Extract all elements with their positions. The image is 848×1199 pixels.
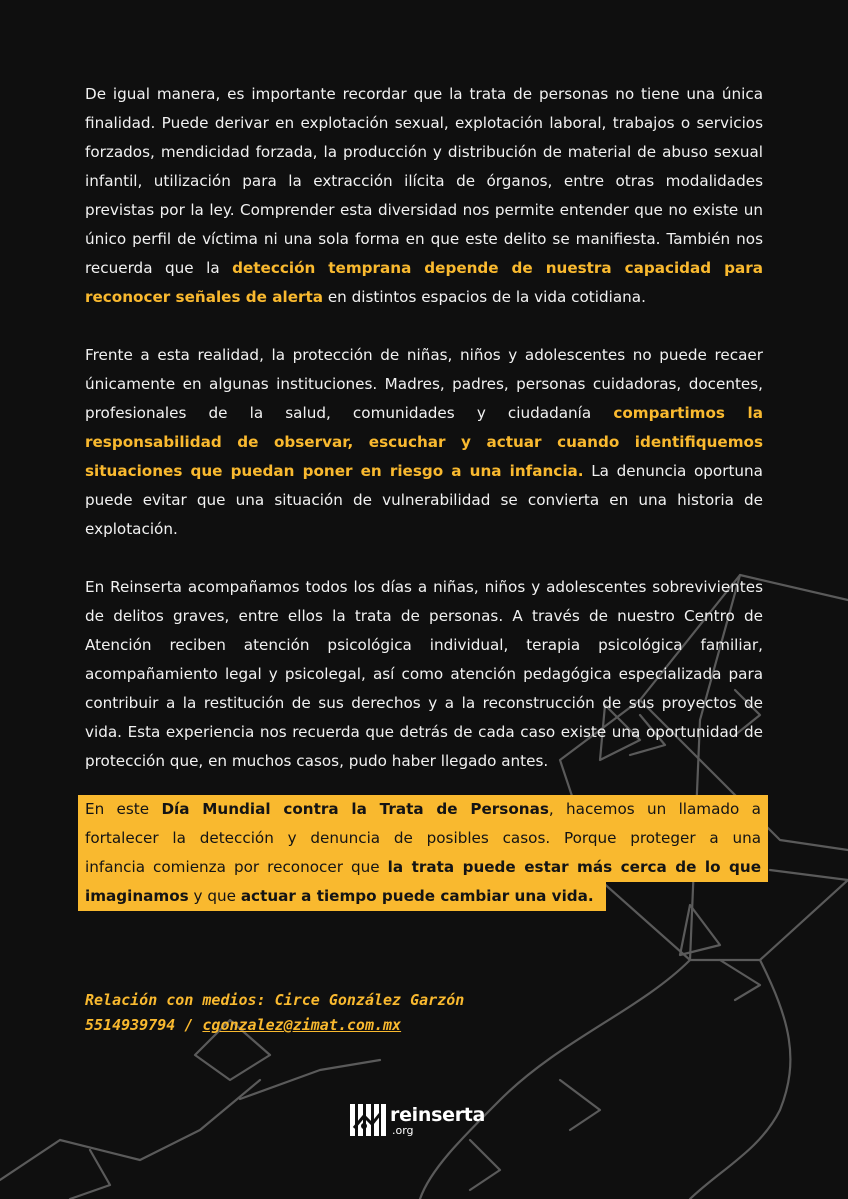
paragraph-2-highlight: compartimos la responsabilidad de observar, escuchar y actuar cuando identifiquemos situaciones que puedan poner en riesgo a una infancia. xyxy=(85,404,763,480)
callout-bold-text: la trata puede estar más cerca de lo que xyxy=(387,858,761,876)
logo-name: reinserta xyxy=(390,1103,486,1126)
media-contact-name: Relación con medios: Circe González Garzón xyxy=(85,991,465,1009)
media-contact-details xyxy=(85,1013,464,1038)
paragraph-3-text: En Reinserta acompañamos todos los días a niñas, niños y adolescentes sobrevivientes de delitos graves, entre ellos la trata de personas. A través de nuestro Centro de Atención reciben atención psicológica individual, terapia psicológica familiar, acompañamiento legal y psicolegal, así como atención pedagógica especializada para contribuir a la restitución de sus derechos y a la reconstrucción de sus proyectos de vida. Esta experiencia nos recuerda que detrás de cada caso existe una oportunidad de protección que, en muchos casos, pudo haber llegado antes. xyxy=(85,578,763,770)
paragraph-1-highlight: detección temprana depende de nuestra capacidad para reconocer señales de alerta xyxy=(85,259,763,306)
article-body xyxy=(85,80,763,911)
callout-line-3 xyxy=(78,853,768,882)
highlight-callout xyxy=(78,795,768,911)
callout-line-4 xyxy=(78,882,606,911)
callout-text: , hacemos un llamado a xyxy=(548,800,761,818)
callout-bold-text: actuar a tiempo puede cambiar una vida. xyxy=(240,887,594,905)
paragraph-2-text: Frente a esta realidad, la protección de niñas, niños y adolescentes no puede recaer únicamente en algunas instituciones. Madres, padres, personas cuidadoras, docentes, profesionales de la salud, comunidades y ciudadanía xyxy=(85,346,763,422)
callout-line-1 xyxy=(78,795,768,824)
callout-text: y que xyxy=(188,887,241,905)
paragraph-2 xyxy=(85,341,763,544)
callout-bold-text: Día Mundial contra la Trata de Personas xyxy=(161,800,549,818)
logo-tld: .org xyxy=(392,1123,414,1137)
callout-text: infancia comienza por reconocer que xyxy=(85,858,388,876)
callout-bold-text: imaginamos xyxy=(85,887,189,905)
paragraph-3 xyxy=(85,573,763,776)
callout-text: En este xyxy=(85,800,162,818)
paragraph-2-text-end: La denuncia oportuna puede evitar que una situación de vulnerabilidad se convierta en una historia de explotación. xyxy=(85,462,763,538)
paragraph-1 xyxy=(85,80,763,312)
media-contact-phone: 5514939794 / xyxy=(85,1016,203,1034)
paragraph-1-text-end: en distintos espacios de la vida cotidiana. xyxy=(323,288,646,306)
paragraph-1-text: De igual manera, es importante recordar que la trata de personas no tiene una única finalidad. Puede derivar en explotación sexual, explotación laboral, trabajos o servicios forzados, mendicidad forzada, la producción y distribución de material de abuso sexual infantil, utilización para la extracción ilícita de órganos, entre otras modalidades previstas por la ley. Comprender esta diversidad nos permite entender que no existe un único perfil de víctima ni una sola forma en que este delito se manifiesta. También nos recuerda que la xyxy=(85,85,763,277)
reinserta-logo-wordmark xyxy=(390,1105,485,1136)
media-contact-email-link[interactable]: cgonzalez@zimat.com.mx xyxy=(202,1016,402,1034)
media-contact xyxy=(85,988,464,1038)
callout-line-2 xyxy=(78,824,768,853)
callout-text: fortalecer la detección y denuncia de posibles casos. Porque proteger a una xyxy=(85,829,761,847)
reinserta-logo-icon xyxy=(350,1102,386,1138)
reinserta-logo xyxy=(350,1102,485,1138)
